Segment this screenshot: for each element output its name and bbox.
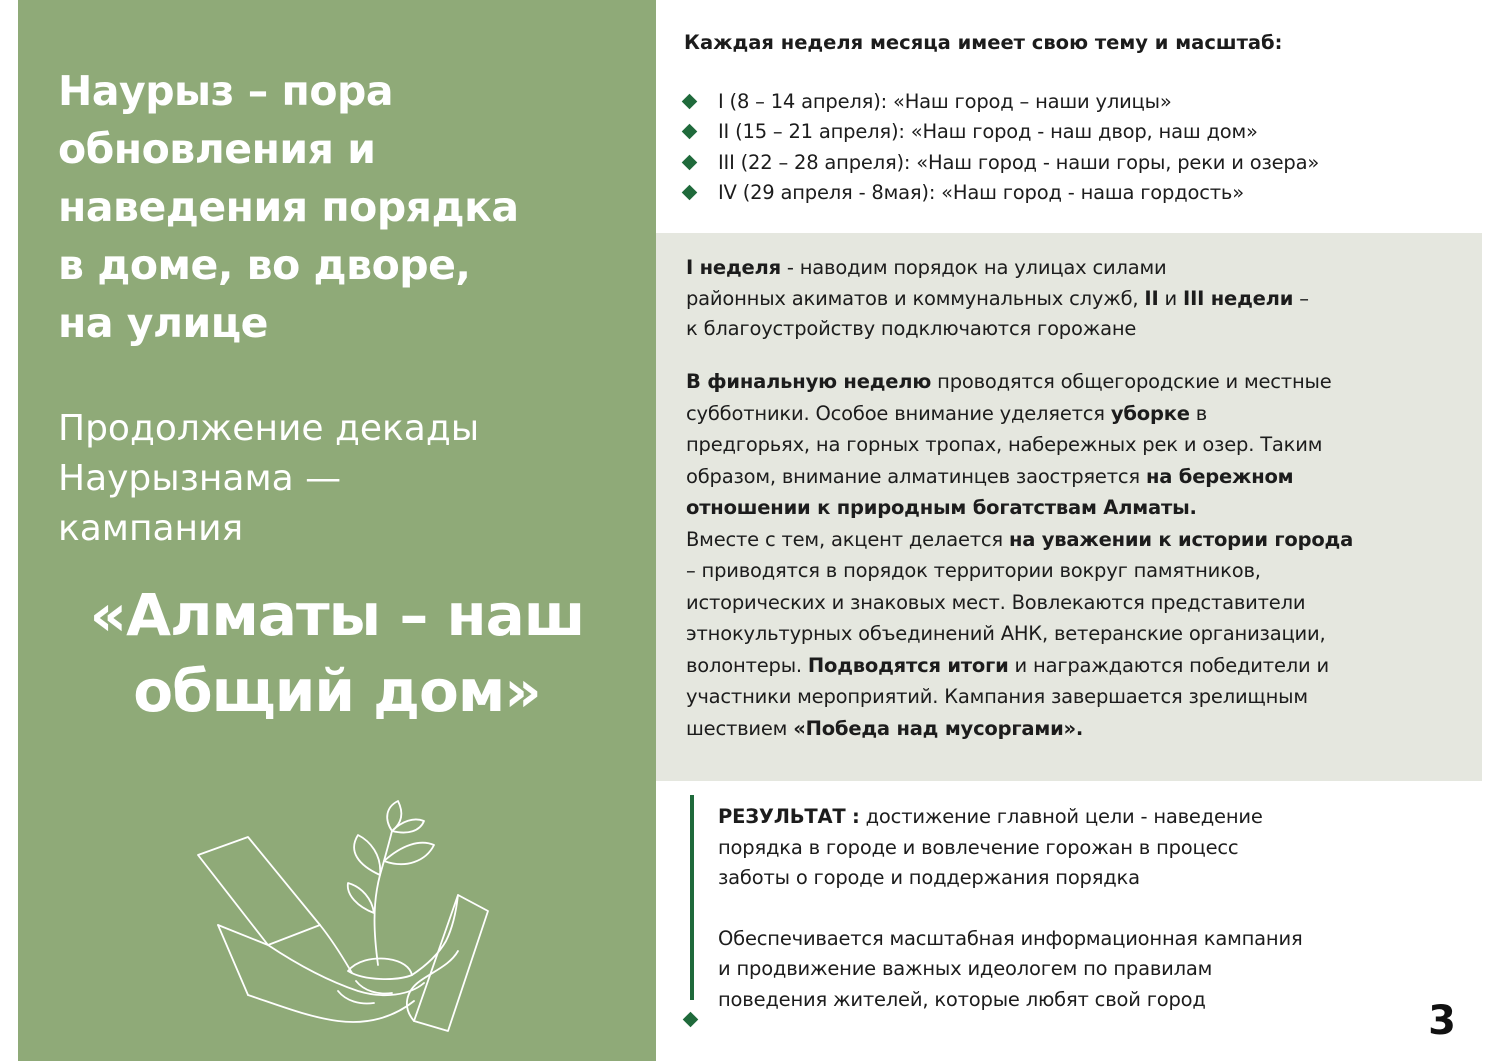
week-text: IV (29 апреля - 8мая): «Наш город - наша гордость»	[718, 181, 1244, 205]
text: поведения жителей, которые любят свой город	[718, 987, 1206, 1011]
text: шествием	[686, 716, 794, 740]
text: предгорьях, на горных тропах, набережных рек и озер. Таким	[686, 433, 1323, 456]
list-item	[682, 178, 1319, 209]
text: волонтеры.	[686, 653, 808, 677]
diamond-bullet-icon	[682, 185, 698, 201]
week-list	[682, 86, 1319, 208]
text: заботы о городе и поддержания порядка	[718, 866, 1140, 889]
list-item	[682, 117, 1319, 148]
hands-holding-sprout-icon	[188, 795, 528, 1040]
text: и	[1158, 286, 1184, 310]
campaign-line: «Алматы – наш	[89, 581, 585, 649]
text: Вместе с тем, акцент делается	[686, 527, 1009, 551]
text: образом, внимание алматинцев заостряется	[686, 464, 1146, 488]
diamond-bullet-icon	[683, 1012, 699, 1028]
subhead-line: кампания	[58, 508, 244, 549]
text: в	[1189, 401, 1208, 425]
details-panel	[656, 233, 1482, 781]
text: субботники. Особое внимание уделяется	[686, 401, 1111, 425]
diamond-bullet-icon	[682, 93, 698, 109]
text: достижение главной цели - наведение	[859, 805, 1263, 828]
bold-text: на уважении к истории города	[1008, 527, 1354, 551]
text: районных акиматов и коммунальных служб,	[686, 286, 1145, 310]
text: к благоустройству подключаются горожане	[686, 317, 1137, 340]
bold-text: III недели	[1183, 286, 1294, 310]
result-accent-bar	[690, 795, 694, 1000]
text: этнокультурных объединений АНК, ветеранские организации,	[686, 622, 1326, 645]
headline	[58, 62, 578, 352]
bold-text: на бережном	[1145, 464, 1294, 488]
text: Обеспечивается масштабная информационная кампания	[718, 926, 1303, 950]
text: участники мероприятий. Кампания завершается зрелищным	[686, 685, 1308, 708]
left-panel	[18, 0, 656, 1061]
paragraph-final-week	[686, 366, 1476, 744]
paragraph-weeks	[686, 253, 1476, 345]
week-text: I (8 – 14 апреля): «Наш город – наши улицы»	[718, 89, 1172, 113]
list-item	[682, 86, 1319, 117]
bold-text: II	[1144, 286, 1159, 310]
bold-text: Подводятся итоги	[807, 653, 1009, 677]
weeks-title: Каждая неделя месяца имеет свою тему и масштаб:	[684, 31, 1283, 54]
subhead	[58, 404, 578, 554]
text: и продвижение важных идеологем по правилам	[718, 957, 1213, 980]
campaign-title	[18, 577, 656, 729]
text: - наводим порядок на улицах силами	[780, 256, 1167, 279]
list-item	[682, 147, 1319, 178]
week-text: III (22 – 28 апреля): «Наш город - наши горы, реки и озера»	[718, 150, 1320, 174]
result-label: РЕЗУЛЬТАТ :	[718, 805, 860, 828]
headline-line: на улице	[58, 299, 268, 347]
bold-text: I неделя	[686, 256, 781, 279]
diamond-bullet-icon	[682, 154, 698, 170]
text: исторических и знаковых мест. Вовлекаются представители	[686, 590, 1306, 614]
result-block	[718, 802, 1458, 1015]
page-number: 3	[1428, 998, 1456, 1044]
text: и награждаются победители и	[1008, 653, 1329, 677]
campaign-line: общий дом»	[133, 657, 541, 725]
bold-text: В финальную неделю	[686, 370, 932, 393]
bold-text: уборке	[1110, 401, 1190, 425]
subhead-line: Наурызнама —	[58, 458, 342, 499]
headline-line: в доме, во дворе,	[58, 241, 471, 289]
headline-line: Наурыз – пора	[58, 67, 394, 115]
headline-line: наведения порядка	[58, 183, 519, 231]
diamond-bullet-icon	[682, 124, 698, 140]
text: –	[1293, 286, 1309, 310]
subhead-line: Продолжение декады	[58, 408, 480, 449]
bold-text: «Победа над мусоргами».	[793, 716, 1084, 740]
bold-text: отношении к природным богатствам Алматы.	[686, 496, 1197, 519]
headline-line: обновления и	[58, 125, 376, 173]
text: проводятся общегородские и местные	[931, 370, 1332, 393]
text: порядка в городе и вовлечение горожан в процесс	[718, 835, 1239, 859]
text: – приводятся в порядок территории вокруг памятников,	[686, 559, 1261, 582]
week-text: II (15 – 21 апреля): «Наш город - наш двор, наш дом»	[718, 120, 1258, 144]
